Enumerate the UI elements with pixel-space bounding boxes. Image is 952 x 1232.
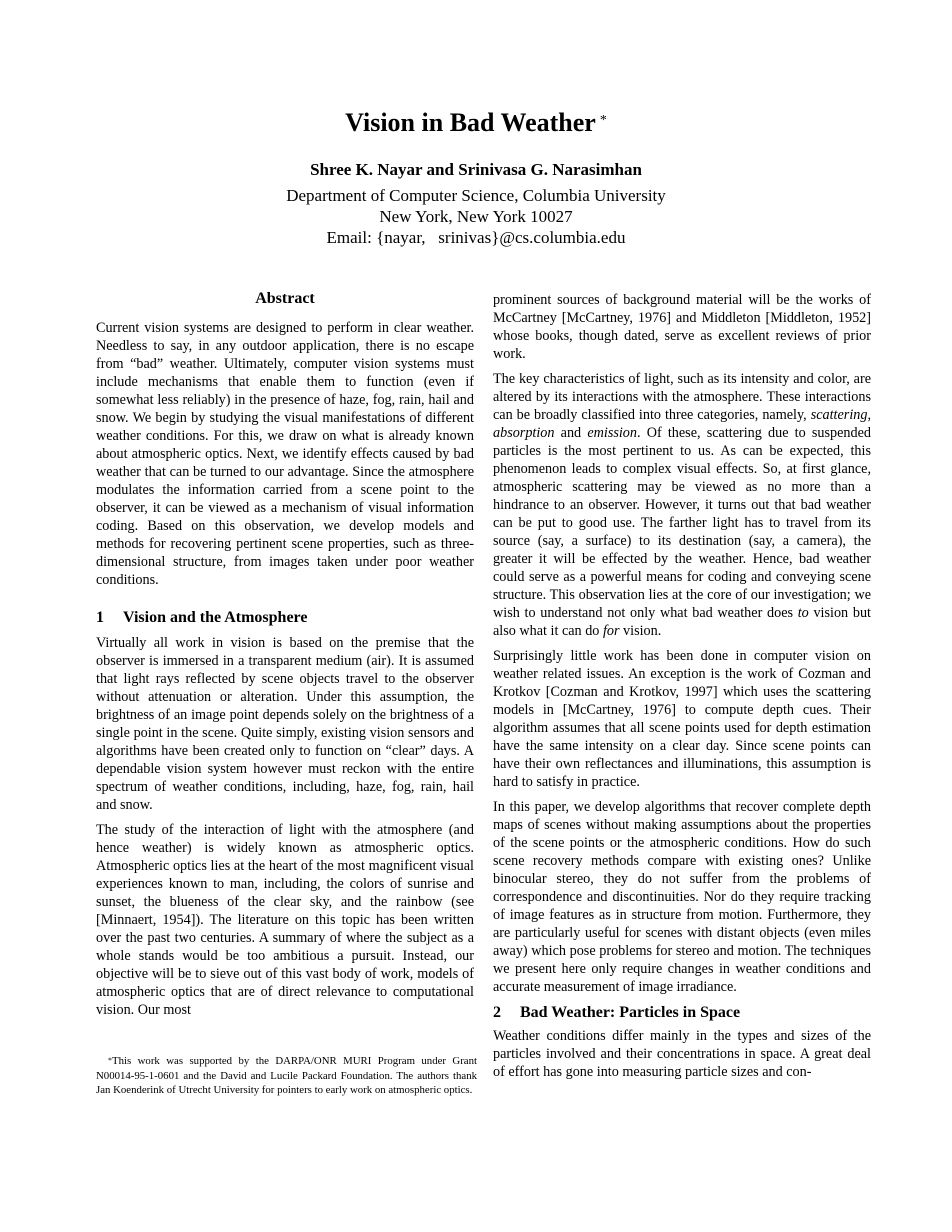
footnote-mark: * [108, 1056, 112, 1065]
para3-text-d: . Of these, scattering due to suspended particles is the most pertinent to us. As can be expected, this phenomenon leads to complex visual effects. So, at first glance, atmospheric scattering may be viewed as no more than a hindrance to an observer. However, it turns out that bad weather can be put to good use. The farther light has to travel from its source (say, a surface) to its destination (say, a camera), the greater it will be effected by the weather. Hence, bad weather could serve as a powerful means for coding and conveying scene structure. This observation lies at the core of our investigation; we wish to understand not only what bad weather does [493, 425, 871, 621]
para3-text-c: and [554, 425, 588, 441]
para3-text-e: vision but also what it can do [493, 605, 871, 639]
paper-title [0, 106, 952, 140]
para3-em-to: to [797, 605, 809, 621]
abstract-text: Current vision systems are designed to perform in clear weather. Needless to say, in any outdoor application, there is no escape from “bad” weather. Ultimately, computer vision systems must include mechanisms that enable them to function (even if somewhat less reliably) in the presence of haze, fog, rain, hail and snow. We begin by studying the visual manifestations of different weather conditions. For this, we draw on what is already known about atmospheric optics. Next, we identify effects caused by bad weather that can be turned to our advantage. Since the atmosphere modulates the information carried from a scene point to the observer, it can be viewed as a mechanism of visual information coding. Based on this observation, we develop models and methods for recovering pertinent scene properties, such as three-dimensional structure, from images taken under poor weather conditions. [96, 320, 474, 588]
section-1-paragraph-2-continued: prominent sources of background material will be the works of McCartney [McCartney, 1976] and Middleton [Middleton, 1952] whose books, though dated, serve as excellent reviews of prior work. [493, 292, 871, 362]
section-2-heading [493, 1003, 871, 1023]
section-2-paragraph-1: Weather conditions differ mainly in the types and sizes of the particles involved and their concentrations in space. A great deal of effort has gone into measuring particle sizes and con- [493, 1028, 871, 1080]
title-footnote-mark: * [599, 113, 607, 128]
paper-title-text: Vision in Bad Weather [345, 108, 596, 137]
para3-text-f: vision. [619, 623, 662, 639]
abstract-heading: Abstract [255, 290, 315, 307]
section-1-paragraph-3 [493, 370, 871, 640]
section-1-number: 1 [96, 609, 104, 626]
paper-authors: Shree K. Nayar and Srinivasa G. Narasimhan [310, 160, 642, 179]
section-1-heading [96, 608, 474, 628]
para3-em-for: for [602, 623, 620, 639]
section-1-paragraph-5: In this paper, we develop algorithms that recover complete depth maps of scenes without making assumptions about the properties of the scene points or the atmospheric conditions. How do such scene recovery methods compare with existing ones? Unlike binocular stereo, they do not suffer from the problems of correspondence and discontinuities. Nor do they require tracking of image features as in structure from motion. Furthermore, they are particularly useful for scenes with distant objects (even miles away) which pose problems for stereo and motion. The techniques we present here only require changes in weather conditions and accurate measurement of image irradiance. [493, 799, 871, 995]
para3-em-emission: emission [587, 425, 637, 441]
section-2-number: 2 [493, 1004, 501, 1021]
footnote-text: This work was supported by the DARPA/ONR MURI Program under Grant N00014-95-1-0601 and the David and Lucile Packard Foundation. The authors thank Jan Koenderink of Utrecht University for pointers to early work on atmospheric optics. [96, 1055, 477, 1097]
section-1-paragraph-4: Surprisingly little work has been done in computer vision on weather related issues. An exception is the work of Cozman and Krotkov [Cozman and Krotkov, 1997] which uses the scattering models in [McCartney, 1976] to compute depth cues. Their algorithm assumes that all scene points used for depth estimation have the same intensity on a clear day. Since scene points can have their own reflectances and illuminations, this assumption is hard to satisfy in practice. [493, 648, 871, 790]
section-1-paragraph-1: Virtually all work in vision is based on the premise that the observer is immersed in a transparent medium (air). It is assumed that light rays reflected by scene objects travel to the observer without attenuation or alteration. Under this assumption, the brightness of an image point depends solely on the brightness of a single point in the scene. Quite simply, existing vision sensors and algorithms have been created only to function on “clear” days. A dependable vision system however must reckon with the entire spectrum of weather conditions, including, haze, fog, rain, hail and snow. [96, 635, 474, 813]
affiliation-block [0, 185, 952, 248]
right-column [493, 291, 871, 1088]
affiliation-email: Email: {nayar, srinivas}@cs.columbia.edu [326, 228, 626, 247]
left-column [96, 289, 474, 1026]
section-1-paragraph-2: The study of the interaction of light with the atmosphere (and hence weather) is widely known as atmospheric optics. Atmospheric optics lies at the heart of the most magnificent visual experiences known to man, including, the colors of sunrise and sunset, the blueness of the clear sky, and the rainbow (see [Minnaert, 1954]). The literature on this topic has been written over the past two centuries. A summary of where the subject as a whole stands would be too ambitious a pursuit. Instead, our objective will be to sieve out of this vast body of work, models of atmospheric optics that are of direct relevance to computational vision. Our most [96, 822, 474, 1018]
footnote [96, 1054, 477, 1098]
section-1-title: Vision and the Atmosphere [123, 609, 308, 626]
para3-text-a: The key characteristics of light, such as its intensity and color, are altered by its interactions with the atmosphere. These interactions can be broadly classified into three categories, namely, [493, 371, 871, 423]
para3-text-b: , [867, 407, 871, 423]
section-2-title: Bad Weather: Particles in Space [520, 1004, 741, 1021]
para3-em-absorption: absorption [493, 425, 555, 441]
para3-em-scattering: scattering [810, 407, 868, 423]
affiliation-address: New York, New York 10027 [379, 207, 573, 226]
affiliation-department: Department of Computer Science, Columbia University [286, 186, 666, 205]
